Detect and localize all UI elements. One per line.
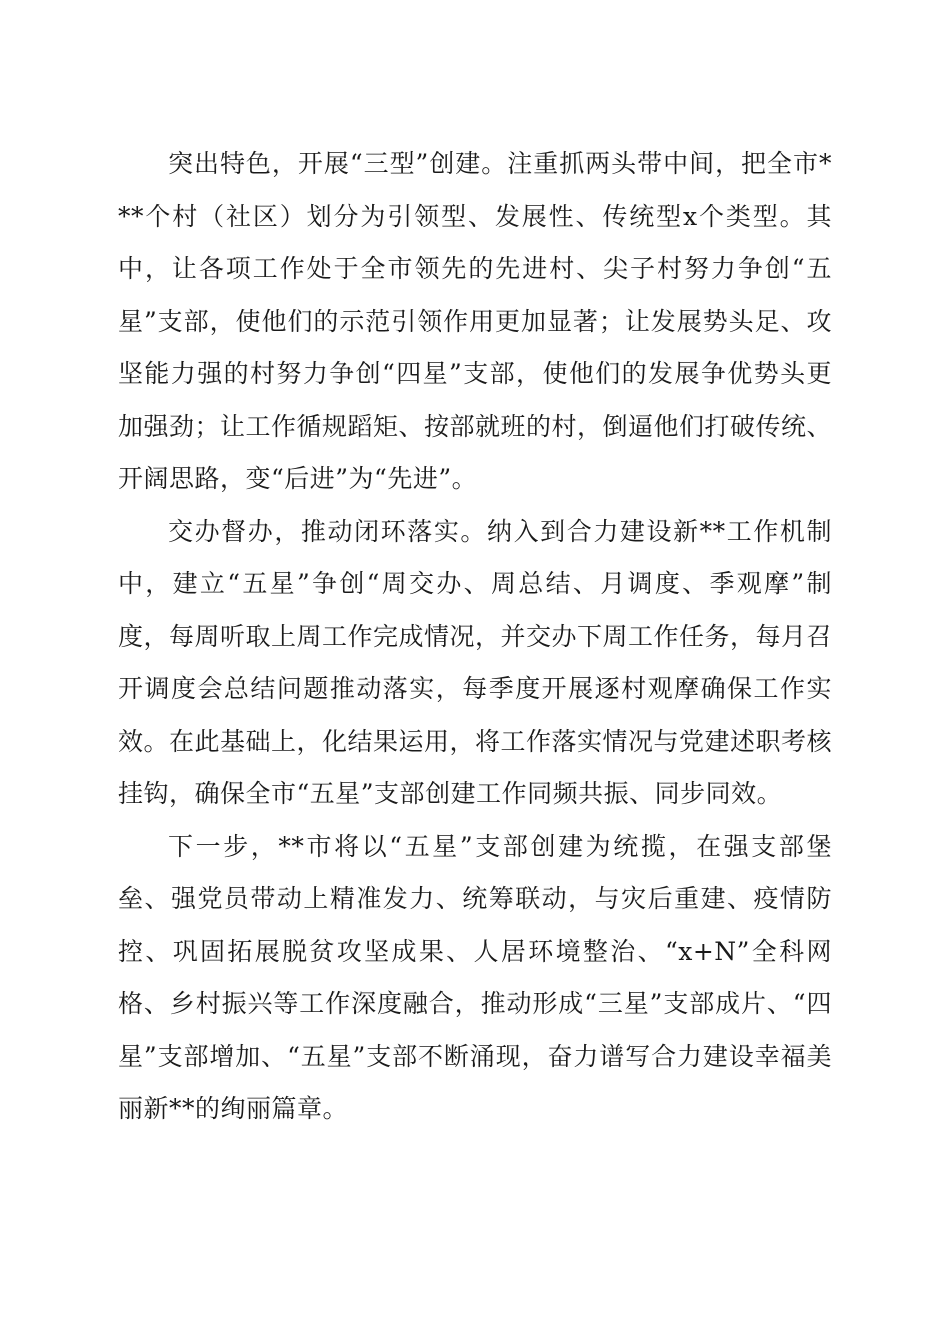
paragraph-supervision: 交办督办，推动闭环落实。纳入到合力建设新**工作机制中，建立“五星”争创“周交办、周总结、月调度、季观摩”制度，每周听取上周工作完成情况，并交办下周工作任务，每月召开调度会总结问题推动落实，每季度开展逐村观摩确保工作实效。在此基础上，化结果运用，将工作落实情况与党建述职考核挂钩，确保全市“五星”支部创建工作同频共振、同步同效。 bbox=[118, 516, 833, 808]
document-body bbox=[118, 138, 832, 1136]
paragraph-next-steps: 下一步，**市将以“五星”支部创建为统揽，在强支部堡垒、强党员带动上精准发力、统筹联动，与灾后重建、疫情防控、巩固拓展脱贫攻坚成果、人居环境整治、“x+N”全科网格、乡村振兴等工作深度融合，推动形成“三星”支部成片、“四星”支部增加、“五星”支部不断涌现，奋力谱写合力建设幸福美丽新**的绚丽篇章。 bbox=[118, 831, 832, 1123]
paragraph-three-type-creation: 突出特色，开展“三型”创建。注重抓两头带中间，把全市***个村（社区）划分为引领型、发展性、传统型x个类型。其中，让各项工作处于全市领先的先进村、尖子村努力争创“五星”支部，使他们的示范引领作用更加显著；让发展势头足、攻坚能力强的村努力争创“四星”支部，使他们的发展争优势头更加强劲；让工作循规蹈矩、按部就班的村，倒逼他们打破传统、开阔思路，变“后进”为“先进”。 bbox=[118, 149, 833, 493]
